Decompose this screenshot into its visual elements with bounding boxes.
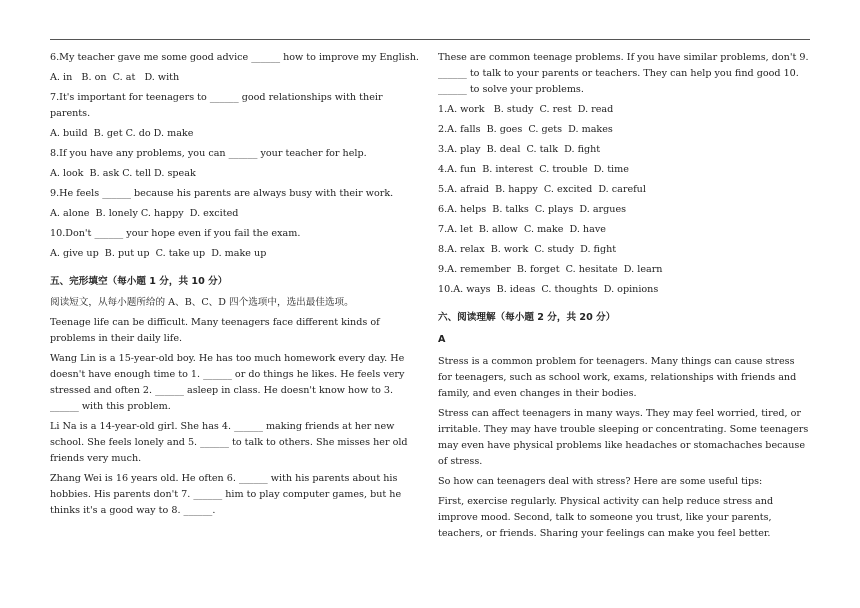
cloze-paragraph-3: Li Na is a 14-year-old girl. She has 4. ______ making friends at her new school. She feels lonely and 5. ______ to talk to others. She misses her old friends very much. — [50, 421, 411, 464]
cloze-choice-5: 5.A. afraid B. happy C. excited D. careful — [438, 184, 646, 195]
cloze-choice-1: 1.A. work B. study C. rest D. read — [438, 104, 614, 115]
reading-paragraph-2: Stress can affect teenagers in many ways. They may feel worried, tired, or irritable. They may have trouble sleeping or concentrating. Some teenagers may even have physical problems like headaches or stomachaches because of stress. — [438, 408, 812, 467]
top-rule — [50, 39, 810, 40]
question-7-options: A. build B. get C. do D. make — [50, 128, 194, 139]
cloze-choice-7: 7.A. let B. allow C. make D. have — [438, 224, 606, 235]
cloze-choice-10: 10.A. ways B. ideas C. thoughts D. opinions — [438, 284, 659, 295]
section-6-heading: 六、阅读理解（每小题 2 分，共 20 分） — [438, 312, 616, 323]
reading-paragraph-3: So how can teenagers deal with stress? Here are some useful tips: — [438, 476, 763, 487]
cloze-paragraph-5: These are common teenage problems. If you have similar problems, don't 9. ______ to talk to your parents or teachers. They can help you find good 10. ______ to solve your problems. — [438, 52, 812, 95]
reading-paragraph-4: First, exercise regularly. Physical activity can help reduce stress and improve mood. Second, talk to someone you trust, like your parents, teachers, or friends. Sharing your feelings can make you feel better. — [438, 496, 777, 539]
question-7: 7.It's important for teenagers to ______ good relationships with their parents. — [50, 92, 386, 119]
cloze-choice-6: 6.A. helps B. talks C. plays D. argues — [438, 204, 627, 215]
question-10: 10.Don't ______ your hope even if you fail the exam. — [50, 228, 301, 239]
question-8: 8.If you have any problems, you can ______ your teacher for help. — [50, 148, 367, 159]
question-6: 6.My teacher gave me some good advice ______ how to improve my English. — [50, 52, 419, 63]
question-6-options: A. in B. on C. at D. with — [50, 72, 180, 83]
reading-paragraph-1: Stress is a common problem for teenagers. Many things can cause stress for teenagers, such as school work, exams, relationships with friends and family, and even changes in their bodies. — [438, 356, 800, 399]
cloze-paragraph-4: Zhang Wei is 16 years old. He often 6. ______ with his parents about his hobbies. His parents don't 7. ______ him to play computer games, but he thinks it's a good way to 8. ______. — [50, 473, 405, 516]
cloze-paragraph-1: Teenage life can be difficult. Many teenagers face different kinds of problems in their daily life. — [50, 317, 383, 344]
cloze-choice-2: 2.A. falls B. goes C. gets D. makes — [438, 124, 613, 135]
cloze-choice-3: 3.A. play B. deal C. talk D. fight — [438, 144, 601, 155]
question-10-options: A. give up B. put up C. take up D. make up — [50, 248, 267, 259]
cloze-choice-4: 4.A. fun B. interest C. trouble D. time — [438, 164, 629, 175]
passage-a-label: A — [438, 334, 446, 345]
cloze-choice-9: 9.A. remember B. forget C. hesitate D. learn — [438, 264, 663, 275]
cloze-paragraph-2: Wang Lin is a 15-year-old boy. He has too much homework every day. He doesn't have enough time to 1. ______ or do things he likes. He feels very stressed and often 2. ______ asleep in class. He doesn't know how to 3. ______ with this problem. — [50, 353, 408, 412]
left-column — [50, 50, 422, 523]
question-9-options: A. alone B. lonely C. happy D. excited — [50, 208, 239, 219]
right-column — [438, 50, 810, 546]
section-5-heading: 五、完形填空（每小题 1 分，共 10 分） — [50, 276, 228, 287]
cloze-choice-8: 8.A. relax B. work C. study D. fight — [438, 244, 617, 255]
question-8-options: A. look B. ask C. tell D. speak — [50, 168, 196, 179]
section-5-instructions: 阅读短文，从每小题所给的 A、B、C、D 四个选项中，选出最佳选项。 — [50, 297, 354, 308]
question-9: 9.He feels ______ because his parents are always busy with their work. — [50, 188, 394, 199]
